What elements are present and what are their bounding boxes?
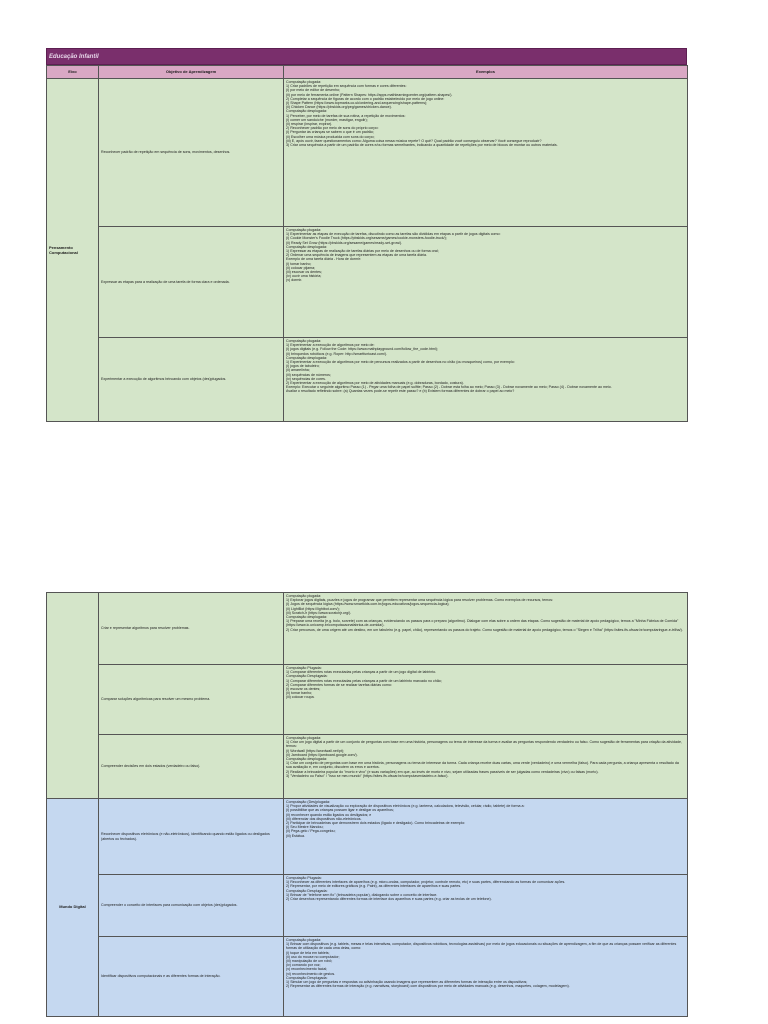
exemplos-cell [284, 937, 688, 1017]
table-header-row [47, 66, 688, 79]
exemplos-text: Computação Plugada: 1) Comparar diferentes rotas executadas pelas crianças a partir de um jogo digital de labirinto. Computação Desplugada: 1) Comparar diferentes rotas executadas pelas crianças a partir de um labirinto marcado no chão; 2) Comparar diferentes formas de se realizar tarefas diárias como: (i) escovar os dentes; (ii) tomar banho; (iii) colocar roupa. [286, 666, 442, 700]
exemplos-cell [284, 227, 688, 338]
exemplos-text: Computação (Des)plugada: 1) Propor atividades de visualização ou exploração de dispositivos eletrônicos (e.g. lanterna, calculadora, televisão, celular, rádio, tablete) de forma a: (i) possibilitar que as crianças possam ligar e desligar os aparelhos; (ii) reconhecer quando estão ligados ou desligados; e (iii) diferenciar dos dispositivos não-eletrônicos. 2) Participar de brincadeiras que demonstrem dois estados (ligado e desligado). Como brincadeiras de exemplo: (i) Seu Mestre Mandou; (ii) Pega-gelo / Pega-congelou; (iii) Estátua. [286, 800, 525, 838]
exemplos-text: Computação plugada: 1) Brincar com dispositivos (e.g. tablets, mesas e telas interativas, computador, dispositivos robóticos, tecnologias assistivas) por meio de jogos educacionais ou situações de aprendizagem, a fim de que as crianças possam verificar as diferentes formas de utilização de cada uma delas, como: (i) toque de tela em tablets; (ii) uso do mouse no computador; (iii) manipulação de um robô; (iv) comando por voz; (v) reconhecimento facial; (vi) reconhecimento de gestos. Computação Desplugada: 1) Simular um jogo de perguntas e respostas ou adivinhação usando imagens que representem as diferentes formas de interação entre os dispositivos; 2) Representar as diferentes formas de interação (e.g. narrativas, storyboard) com dispositivos por meio de atividades manuais (e.g. desenhos, maquetes, colagem, modelagem). [286, 938, 677, 989]
exemplos-cell [284, 79, 688, 227]
bncc-table-bottom [46, 592, 688, 1017]
table-row [47, 937, 688, 1017]
table-row [47, 338, 688, 422]
eixo-cell-mundo-digital: Mundo Digital [47, 799, 99, 1017]
exemplos-cell [284, 593, 688, 665]
document-page-top [46, 48, 687, 422]
exemplos-cell [284, 799, 688, 875]
objetivo-cell: Compreender decisões em dois estados (verdadeiro ou falso). [99, 735, 284, 799]
objetivo-cell: Reconhecer padrão de repetição em sequência de sons, movimentos, desenhos. [99, 79, 284, 227]
exemplos-text: Computação plugada: 1) Criar padrões de repetição em sequência com formas e cores diferentes: (i) por meio de editor de desenho; (ii) por meio de ferramenta online (Pattern Shapes: https://apps.mathlearningcenter.org/pattern-shapes/). 2) Completar a sequência de figuras de acordo com o padrão estabelecido por meio de jogo online: (i) Shape Pattern (https://www.topmarks.co.uk/ordering-and-sequencing/shape-patterns); (ii) Chicken Dance (https://pbskids.org/peg/games/chicken-dance). Computação desplugada: 1) Perceber, por meio de tarefas de sua rotina, a repetição de movimentos: (i) comer um sanduíche (morder, mastigar, engolir); (ii) respirar (inspirar, expirar). 2) Reconhecer padrão por meio de sons do próprio corpo: (i) Perguntar às crianças se sabem o que é um padrão; (ii) Escolher uma música produzida com sons do corpo; (iii) E, após ouvir, fazer questionamentos como: Alguma coisa nessa música repete? O quê? Qual padrão você conseguiu observar? Você consegue reproduzir? 3) Criar uma sequência a partir de um padrão de cores e/ou formas semelhantes, indicando a quantidade de repetições por meio de blocos de montar ou outros materiais. [286, 80, 558, 148]
eixo-cell-pensamento: Pensamento Computacional [47, 79, 99, 422]
table-row [47, 799, 688, 875]
objetivo-cell: Reconhecer dispositivos eletrônicos (e não-eletrônicos), identificando quando estão ligados ou desligados (abertos ou fechados). [99, 799, 284, 875]
column-header-objetivo: Objetivo de Aprendizagem [99, 66, 284, 79]
table-row [47, 735, 688, 799]
objetivo-cell: Expressar as etapas para a realização de uma tarefa de forma clara e ordenada. [99, 227, 284, 338]
table-row [47, 79, 688, 227]
table-row [47, 593, 688, 665]
exemplos-cell [284, 875, 688, 937]
table-row [47, 665, 688, 735]
objetivo-cell: Identificar dispositivos computacionais e as diferentes formas de interação. [99, 937, 284, 1017]
exemplos-text: Computação plugada: 1) Criar um jogo digital a partir de um conjunto de perguntas com base em uma história, personagens ou tema de interesse da turma e avaliar as perguntas respondendo verdadeiro ou falso. Como sugestão de ferramentas para criação da atividade, temos: (i) Wordwall (https://wordwall.net/pt); (ii) Jamboard (https://jamboard.google.com/). Computação desplugada: 1) Criar um conjunto de perguntas com base em uma história, personagens ou tema de interesse da turma. Cada criança recebe duas cartas, uma verde (verdadeiro) e uma vermelha (falso). Para cada pergunta, a criança apresenta o resultado da sua avaliação e, em conjunto, discutem os erros e acertos. 2) Realizar a brincadeira popular do "morto e vivo" (e suas variações) em que, ao invés de morto e vivo, sejam utilizadas frases passíveis de ser julgadas como verdadeiras (vivo) ou falsas (morto). 3) "Verdadeiro ou Falso" / "Isso se meu mundo" (https://sites.ifs.ufscar.br/computaverdadeiro-e-falso/). [286, 736, 682, 778]
objetivo-cell: Experimentar a execução de algoritmos brincando com objetos (des)plugados. [99, 338, 284, 422]
bncc-table-top [46, 65, 688, 422]
exemplos-cell [284, 665, 688, 735]
column-header-eixo: Eixo [47, 66, 99, 79]
exemplos-text: Computação plugada: 1) Explorar jogos digitais, puzzles e jogos de programar que permitem representar uma sequência lógica para resolver problemas. Como exemplos de recursos, temos: (i) Jogos de sequência lógica (https://www.smartkids.com.br/jogos-educativos/jogos-sequencia-logica); (ii) LightBot (https://lightbot.com/); (iii) ScratchJr (https://www.scratchjr.org/). Computação desplugada: 1) Preparar uma receita (e.g. bolo, sorvete) com as crianças, evidenciando os passos para o preparo (algoritmo). Dialogar com elas sobre a ordem das etapas. Como sugestão de material de apoio pedagógico, temos a "Minha Fábrica de Comida" (https://www.ic.unicamp.br/computacaonafabrica-de-comida/). 2) Criar percursos, de uma origem até um destino, em um tabuleiro (e.g. papel, chão), representando os passos do trajeto. Como sugestão de material de apoio pedagógico, temos o "Siegen e Trilha" (https://sites.ifs.ufscar.br/computaringue-e-trilha/). [286, 594, 683, 632]
exemplos-text: Computação Plugada: 1) Reconhecer as diferentes interfaces de aparelhos (e.g. micro-ondas, computador, projetor, controle remoto, etc) e suas partes, diferenciando as formas de comunicar ações. 2) Representar, por meio de editores gráficos (e.g. Paint), as diferentes interfaces de aparelhos e suas partes. Computação Desplugada: 1) Brincar de "telefone sem fio" (brincadeira popular), dialogando sobre o conceito de interface. 2) Criar desenhos representando diferentes formas de interface dos aparelhos e suas partes (e.g. criar as teclas de um telefone). [286, 876, 566, 902]
document-title: Educação Infantil [49, 54, 99, 60]
document-page-bottom [46, 592, 687, 1017]
column-header-exemplos: Exemplos [284, 66, 688, 79]
objetivo-cell: Criar e representar algoritmos para resolver problemas. [99, 593, 284, 665]
table-row [47, 227, 688, 338]
exemplos-text: Computação plugada: 1) Experimentar a execução de algoritmos por meio de: (i) jogos digitais (e.g. Follow the Code: https://www.mathplayground.com/follow_the_code.html); (ii) brinquedos robóticos (e.g. Roper: http://smartfuntoast.com/). Computação desplugada: 1) Experimentar a execução de algoritmos por meio de percursos realizados a partir de desenhos no chão (ou mosqueiros) como, por exemplo: (i) jogos de tabuleiro; (ii) amarelinha; (iii) sequências de números; (iv) sequências de cores. 2) Experimentar a execução de algoritmos por meio de atividades manuais (e.g. dobraduras, bordado, costura). Exemplo: Executar o seguinte algoritmo Passo (1) - Pegar uma folha de papel sulfite; Passo (2) - Dobrar esta folha ao meio; Passo (3) - Dobrar novamente ao meio; Passo (4) - Dobrar novamente ao meio. Avaliar o resultado refletindo sobre: (a) Quantas vezes pode-se repetir este passo? e (b) Existem formas diferentes de dobrar o papel ao meio? [286, 339, 612, 394]
exemplos-text: Computação plugada: 1) Experimentar as etapas de execução de tarefas, discutindo como as tarefas são divididas em etapas a partir de jogos digitais como: (i) Cookie Monster's Foodie Truck (https://pbskids.org/sesame/games/cookie-monsters-foodie-truck/); (ii) Ready Set Grow (https://pbskids.org/sesame/games/ready-set-grow/). Computação desplugada: 1) Expressar as etapas de realização de tarefas diárias por meio de desenhos ou de forma oral; 2) Ordenar uma sequência de imagens que representem as etapas de uma tarefa diária. Exemplo de uma tarefa diária - Hora de dormir: (i) tomar banho; (ii) colocar pijama; (iii) escovar os dentes; (iv) ouvir uma história; (v) dormir. [286, 228, 501, 283]
document-title-bar [46, 48, 687, 65]
exemplos-cell [284, 735, 688, 799]
objetivo-cell: Compreender o conceito de interfaces para comunicação com objetos (des)plugados. [99, 875, 284, 937]
exemplos-cell [284, 338, 688, 422]
eixo-cell-pensamento-continued [47, 593, 99, 799]
table-row [47, 875, 688, 937]
objetivo-cell: Comparar soluções algorítmicas para resolver um mesmo problema. [99, 665, 284, 735]
